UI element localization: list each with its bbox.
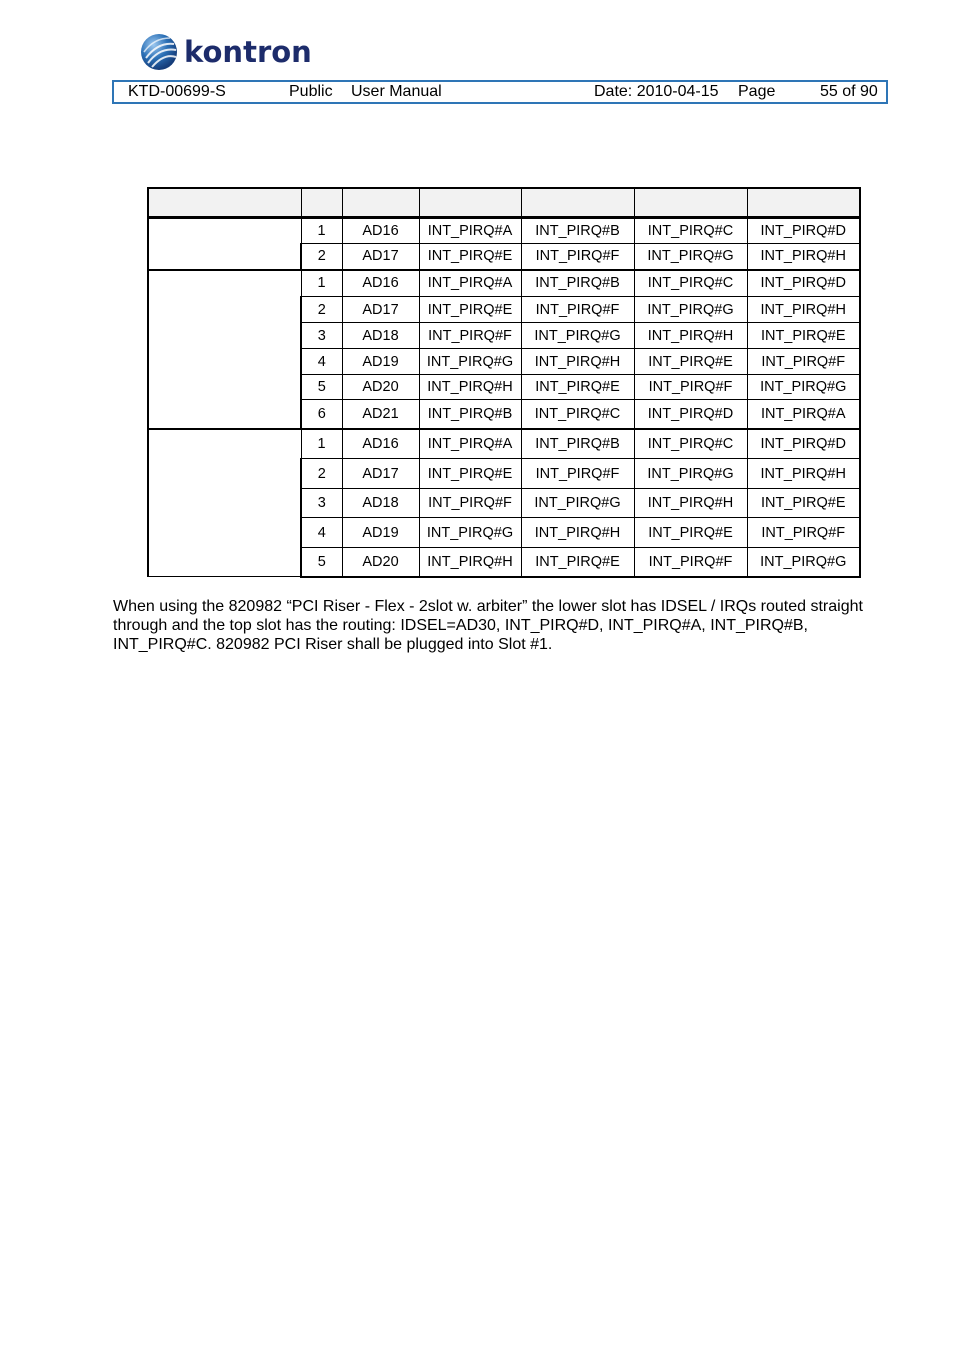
riser-note: When using the 820982 “PCI Riser - Flex - 2slot w. arbiter” the lower slot has IDSEL / IRQs routed straight through and the top slot has the routing: IDSEL=AD30, INT_PIRQ#D, INT_PIRQ#A, INT_PIRQ#B, INT_PIRQ#C. 820982 PCI Riser shall be plugged into Slot #1. xyxy=(113,598,863,653)
kontron-logo xyxy=(140,32,320,72)
table-cell: INT_PIRQ#B xyxy=(521,429,634,459)
table-cell: INT_PIRQ#D xyxy=(747,270,860,297)
table-cell: INT_PIRQ#H xyxy=(521,518,634,548)
table-cell: INT_PIRQ#E xyxy=(634,518,747,548)
table-cell: INT_PIRQ#G xyxy=(419,349,521,375)
table-cell: INT_PIRQ#H xyxy=(634,489,747,518)
header-cell xyxy=(521,188,634,218)
table-cell: INT_PIRQ#F xyxy=(521,244,634,270)
table-cell: INT_PIRQ#H xyxy=(747,244,860,270)
table-cell: INT_PIRQ#C xyxy=(521,400,634,429)
table-cell: INT_PIRQ#G xyxy=(419,518,521,548)
table-cell: INT_PIRQ#G xyxy=(634,297,747,323)
header-cell xyxy=(747,188,860,218)
table-cell: INT_PIRQ#H xyxy=(419,548,521,577)
table-cell: AD17 xyxy=(342,459,419,489)
table-cell: INT_PIRQ#B xyxy=(521,270,634,297)
table-cell: INT_PIRQ#G xyxy=(521,489,634,518)
table-cell: 3 xyxy=(301,323,342,349)
table-cell: AD21 xyxy=(342,400,419,429)
group-label-cell xyxy=(148,429,301,577)
table-cell: INT_PIRQ#C xyxy=(634,429,747,459)
header-cell xyxy=(148,188,301,218)
table-cell: INT_PIRQ#B xyxy=(521,218,634,244)
table-cell: 5 xyxy=(301,375,342,400)
header-cell xyxy=(634,188,747,218)
table-cell: 4 xyxy=(301,349,342,375)
table-cell: INT_PIRQ#E xyxy=(747,489,860,518)
table-cell: INT_PIRQ#C xyxy=(634,270,747,297)
page-number: 55 of 90 xyxy=(820,83,878,100)
table-cell: 2 xyxy=(301,244,342,270)
table-cell: INT_PIRQ#H xyxy=(634,323,747,349)
table-cell: INT_PIRQ#E xyxy=(419,244,521,270)
table-cell: INT_PIRQ#H xyxy=(521,349,634,375)
table-cell: 2 xyxy=(301,459,342,489)
table-cell: INT_PIRQ#D xyxy=(634,400,747,429)
table-cell: INT_PIRQ#E xyxy=(634,349,747,375)
table-cell: AD18 xyxy=(342,489,419,518)
table-row xyxy=(148,429,860,459)
table-cell: AD18 xyxy=(342,323,419,349)
table-cell: INT_PIRQ#A xyxy=(419,270,521,297)
table-cell: AD17 xyxy=(342,244,419,270)
table-cell: AD19 xyxy=(342,518,419,548)
table-cell: INT_PIRQ#D xyxy=(747,218,860,244)
table-cell: INT_PIRQ#E xyxy=(747,323,860,349)
table-cell: INT_PIRQ#E xyxy=(521,548,634,577)
globe-icon xyxy=(140,32,180,72)
table-cell: AD16 xyxy=(342,429,419,459)
table-cell: INT_PIRQ#A xyxy=(747,400,860,429)
table-cell: INT_PIRQ#F xyxy=(747,349,860,375)
table-cell: 1 xyxy=(301,270,342,297)
document-type: User Manual xyxy=(351,83,442,100)
table-cell: AD20 xyxy=(342,548,419,577)
table-cell: INT_PIRQ#G xyxy=(747,375,860,400)
irq-routing-table xyxy=(147,187,861,578)
table-cell: INT_PIRQ#G xyxy=(634,459,747,489)
table-cell: INT_PIRQ#F xyxy=(634,375,747,400)
page-label: Page xyxy=(738,83,776,100)
table-cell: 1 xyxy=(301,218,342,244)
header-cell xyxy=(301,188,342,218)
table-cell: INT_PIRQ#F xyxy=(419,323,521,349)
table-cell: INT_PIRQ#F xyxy=(419,489,521,518)
table-cell: INT_PIRQ#A xyxy=(419,429,521,459)
table-cell: INT_PIRQ#H xyxy=(419,375,521,400)
table-cell: 1 xyxy=(301,429,342,459)
document-date: Date: 2010-04-15 xyxy=(594,83,719,100)
classification: Public xyxy=(289,83,333,100)
table-cell: 2 xyxy=(301,297,342,323)
table-cell: AD16 xyxy=(342,270,419,297)
table-cell: 4 xyxy=(301,518,342,548)
header-cell xyxy=(419,188,521,218)
table-cell: INT_PIRQ#G xyxy=(747,548,860,577)
table-cell: INT_PIRQ#D xyxy=(747,429,860,459)
logo-wordmark: kontron xyxy=(184,35,312,69)
table-cell: AD20 xyxy=(342,375,419,400)
table-cell: INT_PIRQ#E xyxy=(419,459,521,489)
page-header xyxy=(112,80,888,104)
table-cell: INT_PIRQ#B xyxy=(419,400,521,429)
table-row xyxy=(148,218,860,244)
table-cell: AD19 xyxy=(342,349,419,375)
table-cell: INT_PIRQ#C xyxy=(634,218,747,244)
document-id: KTD-00699-S xyxy=(128,83,226,100)
table-cell: INT_PIRQ#H xyxy=(747,297,860,323)
table-cell: 3 xyxy=(301,489,342,518)
table-cell: INT_PIRQ#F xyxy=(521,459,634,489)
group-label-cell xyxy=(148,270,301,429)
header-cell xyxy=(342,188,419,218)
table-row xyxy=(148,270,860,297)
table-cell: INT_PIRQ#E xyxy=(419,297,521,323)
table-cell: INT_PIRQ#F xyxy=(747,518,860,548)
table-cell: AD17 xyxy=(342,297,419,323)
table-cell: INT_PIRQ#H xyxy=(747,459,860,489)
table-cell: INT_PIRQ#A xyxy=(419,218,521,244)
table-cell: 6 xyxy=(301,400,342,429)
table-header-row xyxy=(148,188,860,218)
table-cell: 5 xyxy=(301,548,342,577)
group-label-cell xyxy=(148,218,301,270)
table-cell: INT_PIRQ#F xyxy=(521,297,634,323)
table-cell: AD16 xyxy=(342,218,419,244)
table-cell: INT_PIRQ#G xyxy=(521,323,634,349)
table-cell: INT_PIRQ#E xyxy=(521,375,634,400)
table-cell: INT_PIRQ#G xyxy=(634,244,747,270)
table-cell: INT_PIRQ#F xyxy=(634,548,747,577)
